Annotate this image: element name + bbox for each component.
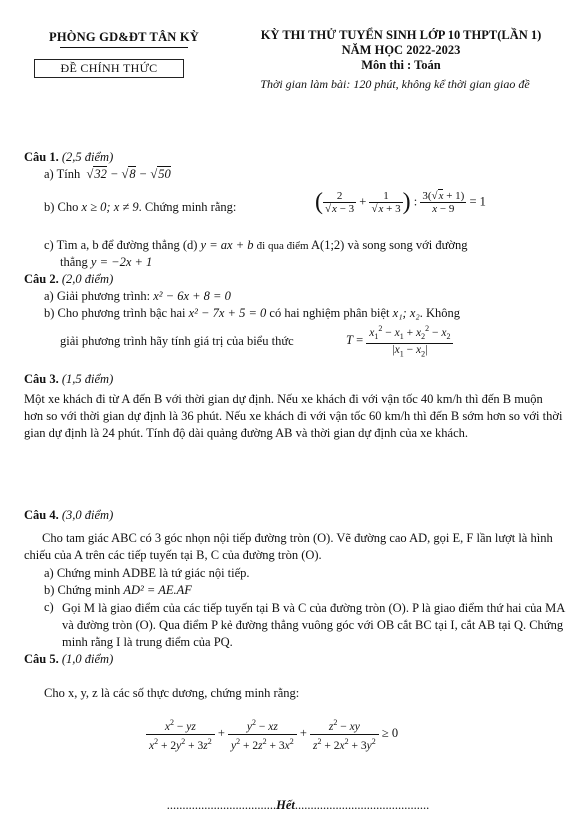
- q4-a: [44, 566, 250, 581]
- q5-label: Câu 5.: [24, 652, 59, 666]
- end-marker: [88, 798, 508, 813]
- q1-title: [24, 150, 113, 165]
- q2-b-equation: x² − 7x + 5 = 0: [188, 306, 267, 320]
- q1-b-label: b): [44, 200, 55, 214]
- department-text: PHÒNG GD&ĐT TÂN KỲ: [48, 30, 200, 44]
- q1-c-text: Tìm a, b để đường thẳng (d): [56, 238, 198, 252]
- q2-b-text3: . Không: [419, 306, 460, 320]
- official-stamp-box: ĐỀ CHÍNH THỨC: [34, 59, 184, 78]
- q4-c-label-wrap: [44, 600, 54, 615]
- q1-c-text3: và song song với đường: [347, 238, 468, 252]
- q2-a-equation: x² − 6x + 8 = 0: [153, 289, 231, 303]
- q2-title: [24, 272, 113, 287]
- ineq-term-1: $\frac{x^2 - yz}{x^2 + 2y^2 + 3z^2}$: [146, 716, 215, 753]
- q4-title: [24, 508, 113, 523]
- q1-label: Câu 1.: [24, 150, 59, 164]
- department-name: [24, 30, 224, 48]
- q2-b: [44, 306, 460, 321]
- q1-b: [44, 200, 236, 215]
- exam-title: KỲ THI THỬ TUYỂN SINH LỚP 10 THPT(LẦN 1): [260, 28, 542, 42]
- end-dots-right: ...........................................: [294, 798, 430, 812]
- q3-title: [24, 372, 113, 387]
- q2-b-formula: T = $\frac{x_1^2 - x_1 + x_2^2 - x_2}{|x_1 - x_2|}$: [346, 322, 453, 360]
- end-text: Hết: [276, 798, 295, 812]
- q1-c: [44, 238, 467, 253]
- q1-c-equation2: y = −2x + 1: [90, 255, 153, 269]
- q2-a: [44, 289, 231, 304]
- department-underline: [60, 47, 188, 48]
- q1-b-text2: . Chứng minh rằng:: [138, 200, 237, 214]
- q4-a-label: a): [44, 566, 54, 580]
- q5-text: Cho x, y, z là các số thực dương, chứng minh rằng:: [44, 686, 300, 700]
- q4-b-equation: AD² = AE.AF: [123, 583, 192, 597]
- q3-points: (1,5 điểm): [61, 372, 114, 386]
- q1-a: [44, 167, 171, 182]
- q5-points: (1,0 điểm): [61, 652, 114, 666]
- exam-header: [228, 28, 574, 73]
- q4-c-text: Gọi M là giao điểm của các tiếp tuyến tại B và C của đường tròn (O). P là giao điểm thứ hai của MA và đường tròn (O). Qua điểm P kẻ đường thẳng vuông góc với OB cắt BC tại I, cắt AB tại Q. Chứng minh rằng I là trung điểm của PQ.: [62, 601, 565, 649]
- q1-c-text4: thẳng: [60, 255, 88, 269]
- q2-label: Câu 2.: [24, 272, 59, 286]
- time-note: Thời gian làm bài: 120 phút, không kể thời gian giao đề: [260, 77, 530, 91]
- q1-b-formula: ( $\frac{2}{√x - 3}$ + $\frac{1}{√x + 3}$ ) : $\frac{3(√x + 1)}{x - 9}$ = 1: [315, 189, 486, 215]
- q2-b-roots: x₁; x₂: [392, 306, 420, 320]
- frac-2: $\frac{2}{√x - 3}$: [325, 190, 355, 215]
- q1-a-text: Tính: [56, 167, 81, 181]
- q1-c-equation: y = ax + b: [200, 238, 254, 252]
- q1-a-label: a): [44, 167, 54, 181]
- frac-3: $\frac{3(√x + 1)}{x - 9}$: [422, 190, 465, 215]
- q2-b-text: Cho phương trình bậc hai: [57, 306, 186, 320]
- q3-text: Một xe khách đi từ A đến B với thời gian dự định. Nếu xe khách đi với vận tốc 40 km/h thì đến B muộn hơn so với thời gian dự định là 36 phút. Nếu xe khách đi với vận tốc 60 km/h thì đến B sớm hơn so với thời gian dự định là 24 phút. Tính độ dài quảng đường AB và thời gian dự định của xe khách.: [24, 392, 563, 440]
- q4-b-label: b): [44, 583, 55, 597]
- q2-points: (2,0 điểm): [61, 272, 114, 286]
- q1-c-label: c): [44, 238, 54, 252]
- q2-b-text4: giải phương trình hãy tính giá trị của biểu thức: [60, 334, 294, 348]
- q3-label: Câu 3.: [24, 372, 59, 386]
- frac-1: $\frac{1}{√x + 3}$: [371, 190, 401, 215]
- q1-points: (2,5 điểm): [61, 150, 114, 164]
- q1-b-text: Cho: [57, 200, 79, 214]
- q1-a-expression: √32 − √8 − √50: [83, 167, 171, 181]
- q4-b: [44, 583, 192, 598]
- q4-label: Câu 4.: [24, 508, 59, 522]
- q5-title: [24, 652, 113, 667]
- subject: Môn thi : Toán: [361, 58, 441, 72]
- q5-inequality: $\frac{x^2 - yz}{x^2 + 2y^2 + 3z^2}$ + $\frac{y^2 - xz}{y^2 + 2z^2 + 3x^2}$ + $\frac{z^2 - xy}{z^2 + 2x^2 + 3y^2}$ ≥ 0: [146, 716, 398, 753]
- q4-points: (3,0 điểm): [61, 508, 114, 522]
- school-year: NĂM HỌC 2022-2023: [341, 43, 461, 57]
- t-fraction: $\frac{x_1^2 - x_1 + x_2^2 - x_2}{|x_1 - x_2|}$: [366, 322, 453, 360]
- end-dots-left: ...................................: [166, 798, 277, 812]
- q2-a-label: a): [44, 289, 54, 303]
- q4-c-label: c): [44, 600, 54, 614]
- ineq-term-3: $\frac{z^2 - xy}{z^2 + 2x^2 + 3y^2}$: [310, 716, 379, 753]
- q4-intro: Cho tam giác ABC có 3 góc nhọn nội tiếp đường tròn (O). Vẽ đường cao AD, gọi E, F lần lượt là hình chiếu của A trên các tiếp tuyến tại B, C của đường tròn (O).: [24, 531, 553, 562]
- q1-c-text2: đi qua điểm: [256, 240, 309, 252]
- q4-b-text: Chứng minh: [57, 583, 121, 597]
- ineq-term-2: $\frac{y^2 - xz}{y^2 + 2z^2 + 3x^2}$: [228, 716, 297, 753]
- q4-a-text: Chứng minh ADBE là tứ giác nội tiếp.: [56, 566, 250, 580]
- q1-c-line2: [60, 255, 152, 270]
- q2-b-line2: [60, 334, 294, 349]
- q2-b-label: b): [44, 306, 55, 320]
- q2-a-text: Giải phương trình:: [56, 289, 151, 303]
- q1-b-condition: x ≥ 0; x ≠ 9: [81, 200, 139, 214]
- q2-b-text2: có hai nghiệm phân biệt: [269, 306, 390, 320]
- q1-c-point: A(1;2): [311, 238, 345, 252]
